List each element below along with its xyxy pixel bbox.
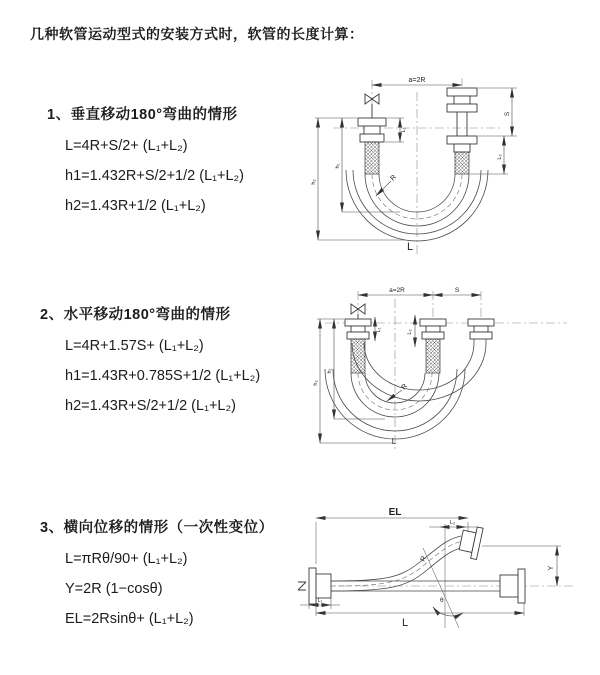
dim-s xyxy=(433,287,481,295)
formula-line: L=4R+S/2+ (L₁+L₂) xyxy=(65,138,188,154)
dim-label-l: L xyxy=(401,617,409,629)
dim-label-h1: h₁ xyxy=(327,368,333,374)
left-fitting xyxy=(345,319,371,373)
break-mark xyxy=(298,582,306,590)
right-fitting xyxy=(468,319,494,343)
formula-line: h2=1.43R+1/2 (L₁+L₂) xyxy=(65,198,206,214)
dim-label-l1: L₁ xyxy=(401,127,407,133)
dim-label-s: S xyxy=(454,287,460,294)
dim-label-h2: h₂ xyxy=(313,380,319,386)
section-vertical-180 xyxy=(47,103,244,221)
dim-l1 xyxy=(375,317,382,341)
section-heading-3: 3、横向位移的情形（一次性变位） xyxy=(40,520,274,536)
dim-label-l2: L₂ xyxy=(450,520,456,526)
dim-l2 xyxy=(429,520,477,527)
dim-label-theta: θ xyxy=(440,597,444,604)
section-lateral-displacement xyxy=(40,516,274,634)
section-heading-1: 1、垂直移动180°弯曲的情形 xyxy=(47,107,238,123)
dim-l1 xyxy=(385,118,407,142)
dim-label-l2: L₂ xyxy=(497,154,503,160)
dim-a2r xyxy=(372,77,462,85)
dim-label-l1: L₁ xyxy=(317,598,323,604)
dim-label-s: S xyxy=(504,111,511,117)
dim-label-l2: L₂ xyxy=(407,329,413,335)
formula-line: L=4R+1.57S+ (L₁+L₂) xyxy=(65,338,204,354)
right-fitting xyxy=(447,88,477,174)
diagram-horizontal-180-bend xyxy=(305,283,595,463)
dim-label-h1: h₁ xyxy=(335,163,341,169)
dim-label-el: EL xyxy=(388,507,402,518)
formula-line: EL=2Rsinθ+ (L₁+L₂) xyxy=(65,611,194,627)
formula-group-1 xyxy=(65,131,244,221)
dim-a2r xyxy=(358,287,433,295)
dim-l1 xyxy=(300,598,340,609)
dim-label-r: R xyxy=(419,555,429,563)
dim-l xyxy=(316,603,524,629)
formula-line: L=πRθ/90+ (L₁+L₂) xyxy=(65,551,188,567)
dim-label-l: L xyxy=(406,241,414,253)
formula-line: h2=1.43R+S/2+1/2 (L₁+L₂) xyxy=(65,398,236,414)
dim-label-r: R xyxy=(389,173,398,183)
upper-flange xyxy=(458,524,483,559)
dim-label-a2r: a=2R xyxy=(389,287,405,294)
formula-line: Y=2R (1−cosθ) xyxy=(65,581,163,597)
dim-l2 xyxy=(407,315,415,347)
angle-construction xyxy=(420,524,463,628)
diagram-vertical-180-bend xyxy=(305,70,585,265)
formula-line: h1=1.43R+0.785S+1/2 (L₁+L₂) xyxy=(65,368,261,384)
dim-label-y: Y xyxy=(548,565,555,571)
dim-label-r: R xyxy=(400,382,409,392)
section-heading-2: 2、水平移动180°弯曲的情形 xyxy=(40,307,231,323)
dim-label-l: L xyxy=(391,437,397,446)
formula-line: h1=1.432R+S/2+1/2 (L₁+L₂) xyxy=(65,168,245,184)
dim-label-l1: L₁ xyxy=(376,327,382,333)
page-title: 几种软管运动型式的安装方式时，软管的长度计算： xyxy=(30,26,364,42)
formula-group-3 xyxy=(65,544,274,634)
left-fitting xyxy=(358,118,386,174)
dim-label-h2: h₂ xyxy=(311,179,317,185)
centerlines xyxy=(333,78,503,256)
diagram-lateral-displacement xyxy=(295,490,595,645)
formula-group-2 xyxy=(65,331,260,421)
dim-s xyxy=(478,88,517,136)
section-horizontal-180 xyxy=(40,303,260,421)
middle-fitting xyxy=(420,319,446,373)
dim-label-a2r: a=2R xyxy=(408,77,426,84)
